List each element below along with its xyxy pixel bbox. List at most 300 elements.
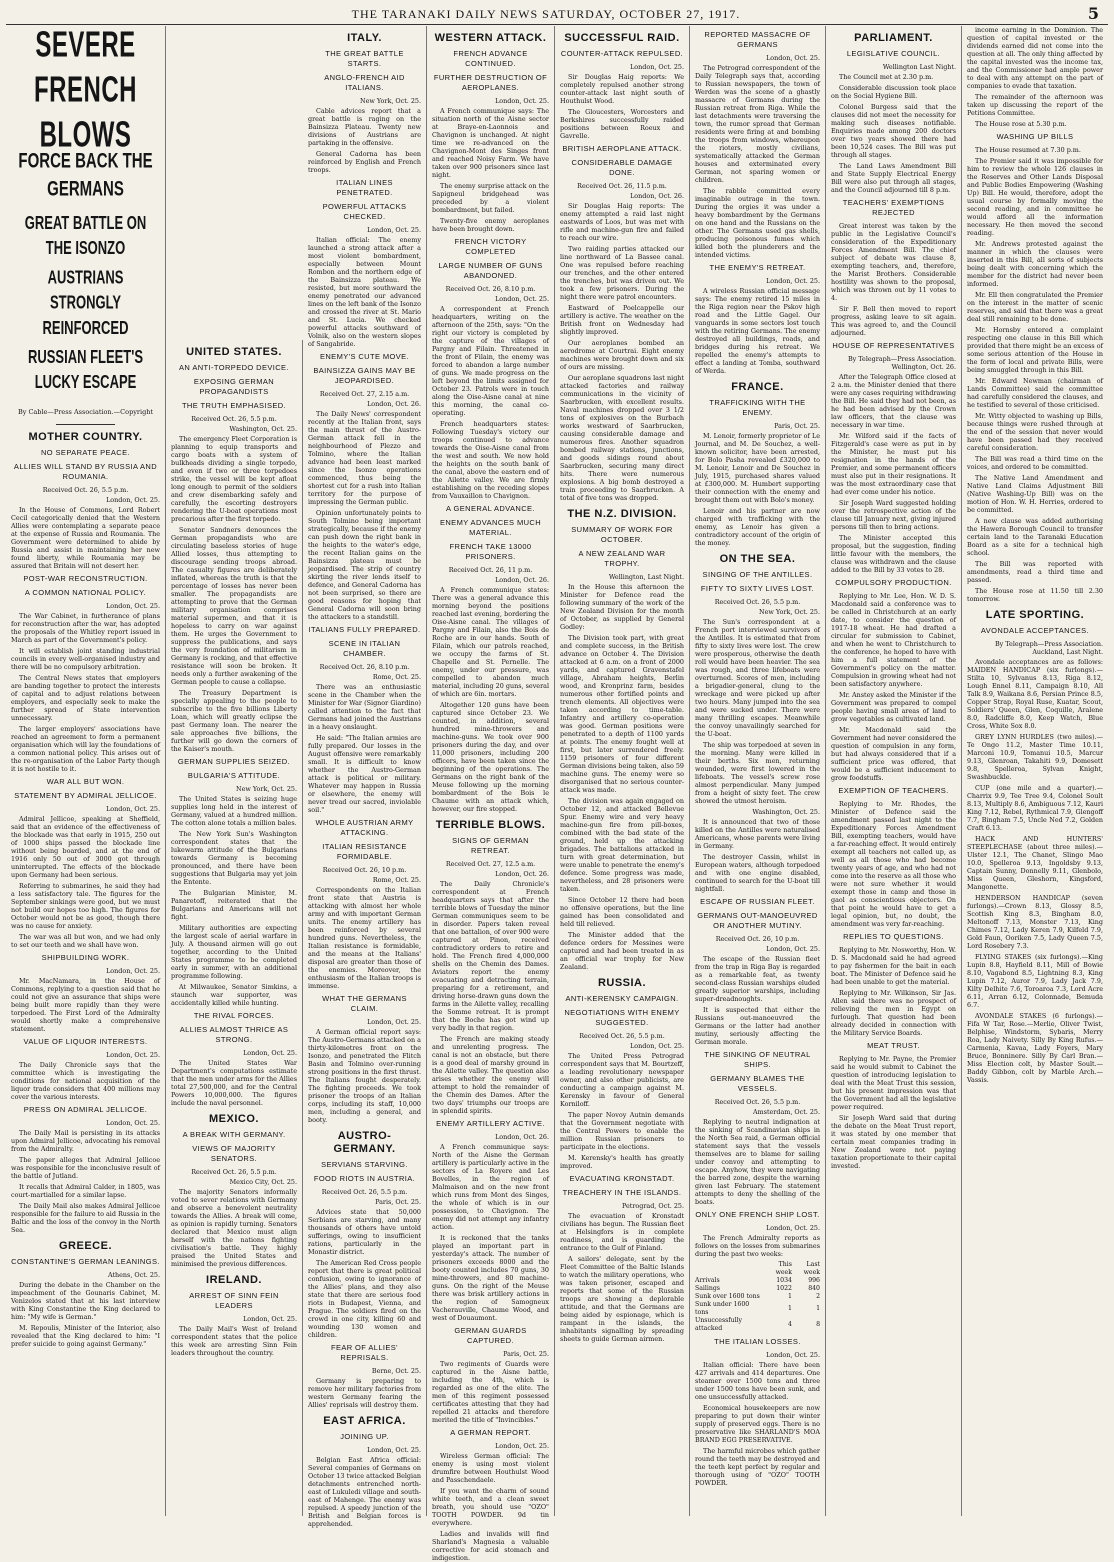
table-cell: Sailings [695, 1285, 720, 1292]
received-line: Received Oct. 26, 8.10 p.m. [445, 285, 536, 293]
dateline: London, Oct. 25. [106, 967, 160, 975]
column-8 [962, 26, 1108, 1516]
dateline: By Telegraph—Press Association. Wellington, Oct. 26. [847, 355, 956, 371]
article-paragraph: Replying to neutral indignation at the sinking of Scandinavian ships in the North Sea raid, a German official statement says that the vessels themselves are to blame for sailing under convoy and attempting to escape. Anyhow, they were navigating the barred zone, despite the warning given last February. The statement attempts to deny the shelling of the boats. [695, 1118, 820, 1206]
article-paragraph: General Cadorna has been reinforced by English and French troops. [308, 150, 421, 174]
article-paragraph: The paper Novoy Autnin demands that the Government negotiate with the Central Powers to enable the million Russian prisoners to participate in the elections. [560, 1111, 684, 1151]
article-paragraph: The War Cabinet, in furtherance of plans for reconstruction after the war, has adopted the proposals of the Whitley report issued in March as part of the Government's policy. [11, 612, 160, 644]
article-paragraph: A sailors' delegate, sent by the Fleet Committee of the Baltic Islands to watch the military operations, who was taken prisoner, escaped and reports that some of the Russian troops are showing a deplorable attitude, and that the Germans are being aided by espionage, which is rampant in the islands, the inhabitants signalling by spreading sheets to guide German airmen. [560, 1255, 684, 1343]
article-paragraph: Cable advices report that a great battle is raging on the Bainsizza Plateau. Twenty new divisions of Austrians are partaking in the offensive. [308, 107, 421, 147]
article-paragraph: The Division took part, with great and complete success, in the British advance on October 4. The Division attacked at 6 a.m. on a front of 2000 yards, and captured Gravenstafel village, Abraham heights, Berlin wood, and Kronprinz farm, besides numerous other fortified points and trench elements. All objectives were taken according to time-table. Infantry and artillery co-operation was good. German positions were penetrated to a depth of 1100 yards at points. The enemy fought well at first, but later surrendered freely. 1159 prisoners of four different German divisions being taken, also 59 machine guns. The enemy were so disorganised that no serious counter-attack was made. [560, 634, 684, 794]
banner-headline-2: FORCE BACK THE GERMANS [18, 149, 153, 202]
article-paragraph: The Petrograd correspondent of the Daily Telegraph says that, according to Russian newspapers, the town of Werden was the scene of a ghastly massacre of Germans during the Russian retreat from Riga. While the last detachments were traversing the town, the rumor spread that German residents were firing at and bombing the troops from windows, whereupon the rioters, mostly civilians, systematically attacked the German houses and exterminated every German, not sparing women or children. [695, 64, 820, 184]
dateline: London, Oct. 25. [630, 1042, 684, 1050]
received-line: Received Oct. 26, 8.10 p.m. [319, 663, 410, 671]
sub-heading: WHAT THE GERMANS CLAIM. [322, 994, 407, 1013]
column-2 [166, 340, 303, 1516]
section-heading: THE N.Z. DIVISION. [567, 508, 677, 520]
dateline: Paris, Oct. 25. [375, 1198, 421, 1206]
article-paragraph: The larger employers' associations have reached an agreement to form a permanent organisation which will lay the foundations of a common national policy. This arises out of the re-organisation of the Labor Party though it is not hostile to it. [11, 725, 160, 773]
article-paragraph: M. Lenoir, formerly proprietor of Le Journal, and M. De Souchez, a well-known solicitor, have been arrested, for Bolo Pasha revealed £320,000 to M. Lenoir, Lenoir and De Souchez in July, 1915, purchased shares valued at £300,000. M. Humbert supporting their connection with the enemy and brought them out with Bolo's money. [695, 432, 820, 504]
sub-heading: PRESS ON ADMIRAL JELLICOE. [23, 1105, 148, 1114]
article-paragraph: The rabble committed every imaginable outrage in the town. During the orgies it was under a heavy bombardment by the Germans on one hand and the Russians on the other. The Germans used gas shells, producing poisonous fumes which killed both the plunderers and the intended victims. [695, 187, 820, 259]
sub-heading: THE ENEMY'S RETREAT. [709, 263, 806, 272]
table-cell: 4 [788, 1321, 792, 1328]
sub-heading: FRENCH TAKE 13000 PRISONERS. [449, 542, 532, 561]
sub-heading: FOOD RIOTS IN AUSTRIA. [313, 1174, 416, 1183]
article-paragraph: Correspondents on the Italian front state that Austria is attacking with almost her whole army and with important German units. The enemy artillery has been reinforced by several hundred guns. Nevertheless, the Italian resistance is formidable, and the means at the Italians' disposal are greater than those of the enemies. Moreover, the enthusiasm of the Italian troops is immense. [308, 886, 421, 990]
article-paragraph: It is reckoned that the tanks played an important part in yesterday's attack. The number of prisoners exceeds 8000 and the booty counted includes 70 guns, 30 mine-throwers, and 80 machine-guns. On the right of the Meuse there was brisk artillery actions in the region of Samogneux Vacherauville, Chaume Wood, and west of Douaumont. [432, 1234, 549, 1322]
article-paragraph: The French Admiralty reports as follows on the losses from submarines during the past two weeks: [695, 1234, 820, 1258]
article-paragraph: The Daily Chronicle says that the committee which is investigating the conditions for national acquisition of the liquor trade considers that 400 millions may cover the various interests. [11, 1061, 160, 1101]
section-heading: EAST AFRICA. [323, 1415, 406, 1427]
article-paragraph: It will establish joint standing industrial councils in every well-organised industry and there will be no compulsory arbitration. [11, 647, 160, 671]
article-paragraph: There was an enthusiastic scene in the Chamber when the Minister for War (Signor Giardino) called attention to the fact that Germans had joined the Austrians in a heavy onslaught. [308, 683, 421, 731]
dateline: Petrograd, Oct. 25. [622, 1202, 684, 1210]
received-line: Received Oct. 26, 5.5 p.m. [714, 1098, 801, 1106]
section-heading: IRELAND. [206, 1274, 262, 1286]
sub-heading: SCENE IN ITALIAN CHAMBER. [328, 639, 401, 658]
article-paragraph: The Land Laws Amendment Bill and State Supply Electrical Energy Bill were also put through all stages, and the Council adjourned till 8 p.m. [831, 162, 956, 194]
article-paragraph: The American Red Cross people report that there is great political confusion, owing to ignorance of the Allies' plans, and they also state that there are serious food riots in Budapest, Vienna, and Prague. The soldiers fired on the crowd in one city, killing 60 and wounding 130 women and children. [308, 1259, 421, 1339]
article-paragraph: The destroyer Cassin, whilst in European waters, although torpedoed and with one engine disabled, continued to search for the U-boat till nightfall. [695, 853, 820, 893]
sub-heading: ITALIANS FULLY PREPARED. [308, 625, 421, 634]
article-paragraph: FLYING STAKES (six furlongs).—King Lupin 8.8, Hayfield 8.11, Mill of Bowie 8.10, Vagabond 8.5, Lightning 8.3, King Lupin 7.12, Auror 7.9, Lady Jack 7.9, Kilty Delhite 7.6, Toroaroa 7.3, Lord Acre 6.11, Arran 6.12, Colonnade, Bemuda 6.7. [967, 953, 1103, 1009]
sub-heading: GERMAN GUARDS CAPTURED. [454, 1326, 527, 1345]
section-heading: MOTHER COUNTRY. [28, 431, 143, 443]
sub-heading: FURTHER DESTRUCTION OF AEROPLANES. [433, 73, 548, 92]
article-paragraph: The Daily News' correspondent recently at the Italian front, says the main thrust of the Austro-German attack fell in the neighbourhood of Plezzo and Tolmino, where the Italian advance had been least marked since the Isonzo operations commenced, thus being the shortest cut for a rush into Italian territory for the purpose of impressing the German public. [308, 410, 421, 506]
banner-headline-1: SEVERE FRENCH BLOWS [34, 25, 137, 156]
article-paragraph: Two regiments of Guards were captured in the Aisne battle, including the 4th, which is regarded as one of the elite. The men of this regiment possessed certificates attesting that they had repelled 21 attacks and therefore merited the title of "Invincibles." [432, 1360, 549, 1424]
dateline: London, Oct. 25. [243, 1315, 297, 1323]
sub-heading: CONSTANTINE'S GERMAN LEANINGS. [11, 1257, 160, 1266]
article-paragraph: The House resumed at 7.30 p.m. [975, 146, 1081, 154]
article-paragraph: A French communique states: There was a general advance this morning beyond the positions reached last evening, bordering the Oise-Aisne canal. The villages of Pargny and Filain, also the Bois de Roche are in our hands. South of Filain, which our patrols reached, we occupy the farms of St. Chapelle and St. Pernelle. The enemy, under our pressure, was compelled to abandon much material, including 20 guns, several of which are 6in. mortars. [432, 586, 549, 698]
article-paragraph: A French communique says: North of the Aisne the German artillery is particularly active in the sectors of La Royere and Les Bovelles, in the region of Malmaison and on the new front which runs from Mont des Singes, the whole of which is in our possession, to Chavignon. The enemy did not attempt any infantry action. [432, 1143, 549, 1231]
article-paragraph: The enemy surprise attack on the Sapigneul bridgehead was preceded by a violent bombardment, but failed. [432, 182, 550, 214]
table-cell: 8 [816, 1321, 820, 1328]
article-paragraph: The ship was torpedoed at seven in the morning. Many were killed in their berths. Six men, returning wounded, were first lowered in the lifeboats. The vessel's screw rose almost perpendicular. Many jumped from a height of sixty feet. The crew showed the utmost heroism. [695, 741, 820, 805]
article-paragraph: Replying to Mr. Lee, Hon. W. D. S. Macdonald said a conference was to be called in Christchurch at an early date, to consider the question of 1917-18 wheat. He had drafted a circular for submission to Cabinet, and when he went to Christchurch to the conference, he hoped to have with him a full statement of the Government's policy on the matter. Compulsion in growing wheat had not been satisfactory anywhere. [831, 592, 956, 688]
received-line: Received Oct. 26, 10 p.m. [322, 866, 407, 874]
dateline: New York, Oct. 25. [236, 785, 297, 793]
article-paragraph: During the debate in the Chamber on the impeachment of the Gounaris Cabinet, M. Venizelos stated that at his last interview with King Constantine the King declared to him: "My wife is German." [11, 1281, 160, 1321]
table-cell: Sunk over 1600 tons [695, 1293, 760, 1300]
sub-heading: THE ITALIAN LOSSES. [714, 1337, 801, 1346]
dateline: London, Oct. 25. [106, 1051, 160, 1059]
article-paragraph: In the House this afternoon the Minister for Defence read the following summary of the work of the New Zealand Division for the month of October, as supplied by General Godley: [560, 583, 684, 631]
dateline: Paris, Oct. 25. [774, 422, 820, 430]
section-heading: GREECE. [58, 1240, 112, 1252]
sub-heading: NO SEPARATE PEACE. [40, 448, 131, 457]
sub-heading: WHOLE AUSTRIAN ARMY ATTACKING. [315, 818, 414, 837]
sub-heading: ITALIAN LINES PENETRATED. [336, 178, 393, 197]
sub-heading: CONSIDERABLE DAMAGE DONE. [571, 158, 673, 177]
article-paragraph: Italian official: The enemy launched a strong attack after a most violent bombardment, especially between Mount Rombon and the northern edge of the Bainsizza plateau. We resisted, but more southward the enemy penetrated our advanced lines on the left bank of the Isonzo and crossed the river at St. Mario and St. Lucia. We checked powerful attacks southward of Volnik, also on the western slopes of Sangabride. [308, 236, 421, 348]
dateline: New York, Oct. 25. [360, 97, 421, 105]
article-paragraph: A German official report says: The Austro-Germans attacked on a thirty-kilometres front on the Isonzo, and penetrated the Flitch Basin and Tolmino over-running strong positions in the first thrust. The Italians fought desperately. The fighting proceeds. We took prisoner the troops of an Italian corps, including its staff, 10,000 men, including a general, and booty. [308, 1028, 421, 1124]
sub-heading: FEAR OF ALLIES' REPRISALS. [330, 1343, 399, 1362]
article-paragraph: The Daily Chronicle's correspondent at French headquarters says that after the terrible blows of Tuesday the minor German communiques seem to be in disorder. Papers taken reveal that one battalion, of over 900 were captured at Pinon, received contradictory orders to retire and hold. The French fired 4,000,000 shells on the Chemin des Dames. Aviators report the enemy evacuating and detracting terrain, preparing for a retirement, and driving horse-drawn guns down the farms in the Ailette valley, recalling the Somme retreat. It is prompt that the Boche has got wind up very badly in that region. [432, 880, 549, 1032]
article-paragraph: CUP (one mile and a quarter).—Charrix 9.9, Tee Tree 9.4, Colonel Soult 8.13, Multiply 8.6, Ambiguous 7.12, Kauri King 7.12, Rebel, Rythmical 7.9, Glengoff 7.7, Bingham 7.5, Uncle Ned 7.2, Golden Craft 6.13. [967, 784, 1103, 832]
sub-heading: GERMANY BLAMES THE VESSELS. [710, 1074, 805, 1093]
received-line: Received Oct. 26, 5.5 p.m. [42, 486, 129, 494]
article-paragraph: Mr. Edward Newman (chairman of Lands Committee) said the committee had carefully considered the clauses, and he testified to several of those criticised. [967, 377, 1103, 409]
dateline: Rome, Oct. 25. [372, 673, 421, 681]
article-paragraph: Germany is preparing to remove her military factories from western Germany fearing the Allies' reprisals will destroy them. [308, 1377, 421, 1409]
article-paragraph: Our aeroplanes bombed an aerodrome at Courtrai. Eight enemy machines were brought down and six of ours are missing. [560, 339, 684, 371]
article-paragraph: Mr. Witty objected to washing up Bills, because things were rushed through at the end of the session that never would have been passed had they received careful consideration. [967, 412, 1103, 452]
article-paragraph: Replying to Mr. Wilkinson, Sir Jas. Allen said there was no prospect of relieving the men in Egypt on furlough. That question had been already decided in connection with the Military Service Boards. [831, 989, 956, 1037]
article-paragraph: Lenoir and his partner are now charged with trafficking with the enemy, as Lenoir has given a contradictory account of the origin of the money. [695, 507, 820, 547]
sub-heading: HOUSE OF REPRESENTATIVES [832, 341, 955, 350]
sub-heading: TREACHERY IN THE ISLANDS. [562, 1188, 682, 1197]
article-paragraph: The war was all but won, and we had only to set our teeth and we shall have won. [11, 933, 160, 949]
article-paragraph: Great interest was taken by the public in the Legislative Council's consideration of the Expeditionary Forces Amendment Bill. The chief subject of debate was clause 8, exempting teachers, and, therefore, the Marist Brothers. Considerable hostility was shown to the proposal, which was thrown out by 11 votes to 4. [831, 222, 956, 302]
table-row [695, 1277, 820, 1285]
dateline: London, Oct. 25. [367, 226, 421, 234]
sub-heading: COMPULSORY PRODUCTION. [835, 578, 952, 587]
sub-heading: EXPOSING GERMAN PROPAGANDISTS [193, 377, 275, 396]
article-paragraph: Italian official: There have been 427 arrivals and 414 departures. One steamer over 1500 tons and three under 1500 tons have been sunk, and one unsuccessfully attacked. [695, 1361, 820, 1401]
section-heading: MEXICO. [209, 1113, 259, 1125]
received-line: Received Oct. 26, 11.5 p.m. [577, 182, 667, 190]
article-paragraph: income earning in the Dominion. The question of capital invested or the dividends earned did not come into the question at all. The only thing affected by the capital invested was the income tax, and the Commissioner had ample power to deal with any attempt on the part of companies to evade that taxation. [967, 26, 1103, 90]
received-line: Received Oct. 27, 12.5 a.m. [445, 860, 536, 868]
article-paragraph: The Central News states that employers are banding together to protect the interests of capital and to adjust relations between employers, and especially seek to make the further spread of State intervention unnecessary. [11, 674, 160, 722]
article-paragraph: The Daily Mail is persisting in its attacks upon Admiral Jellicoe, advocating his removal from the Admiralty. [11, 1129, 160, 1153]
table-row [695, 1285, 820, 1293]
article-paragraph: Mr. Wilford said if the facts of Fitzgerald's case were as put in by the Minister, he must put his resignation in the hands of the Premier, and some permanent officers must also put in their resignations. It was the most extraordinary case that had ever come under his notice. [831, 432, 956, 496]
sub-heading: POST-WAR RECONSTRUCTION. [23, 574, 148, 583]
table-cell: 996 [808, 1277, 820, 1284]
dateline: London, Oct. 25. [243, 1049, 297, 1057]
article-paragraph: He said: "The Italian armies are fully prepared. Our losses in the August offensive were remarkably small. It is difficult to know whether the Austro-German attack is political or military. Whatever may happen in Russia or elsewhere, the enemy will never tread our sacred, inviolable soil." [308, 734, 421, 814]
sub-heading: THE SINKING OF NEUTRAL SHIPS. [704, 1050, 811, 1069]
article-paragraph: The remainder of the afternoon was taken up discussing the report of the Petitions Committee. [967, 93, 1103, 117]
divider [56, 424, 116, 425]
column-3 [303, 26, 427, 1528]
article-paragraph: The United States is seizing huge supplies long held in the interest of Germany, valued at a hundred million. The cotton alone totals a million bales. [171, 795, 297, 827]
article-paragraph: Wireless German official: The enemy is using most violent drumfire between Houthulst Wood and Passchendaele. [432, 1452, 549, 1484]
sub-heading: AN ANTI-TORPEDO DEVICE. [179, 363, 289, 372]
dateline: New York, Oct. 25. [759, 608, 820, 616]
sub-heading: AVONDALE ACCEPTANCES. [980, 626, 1090, 635]
article-paragraph: It recalls that Admiral Calder, in 1805, was court-martialled for a similar lapse. [11, 1183, 160, 1199]
table-row [695, 1301, 820, 1317]
article-paragraph: The Minister accepted this proposal, but the suggestion, finding little favour with the members, the clause was withdrawn and the clause added to the Bill by 33 votes to 28. [831, 534, 956, 574]
sub-heading: ENEMY'S CUTE MOVE. [319, 352, 410, 361]
article-paragraph: The New York Sun's Washington correspondent states that the lukewarm attitude of the Bulgarians towards Germany is becoming pronounced, and there have been suggestions that Bulgaria may yet join the Entente. [171, 830, 297, 886]
column-4 [427, 26, 555, 1562]
masthead [6, 4, 1108, 25]
article-paragraph: M. Kerensky's health has greatly improved. [560, 1154, 684, 1170]
article-paragraph: Mr. Anstey asked the Minister if the Government was prepared to compel people having small areas of land to grow vegetables as cultivated land. [831, 691, 956, 723]
sub-heading: WASHING UP BILLS [996, 132, 1074, 141]
article-paragraph: A new clause was added authorising the Hawera Borough Council to transfer certain land to the Taranaki Education Board as a site for a technical high school. [967, 517, 1103, 557]
table-header-cell [695, 1261, 764, 1277]
article-paragraph: The Minister added that the defence orders for Messines were captured and had been treated in as an official war trophy for New Zealand. [560, 931, 684, 971]
table-cell: Arrivals [695, 1277, 720, 1284]
article-paragraph: A French communique says: The situation north of the Aisne sector at Braye-en-Laonnois and Chavignon is unchanged. At night time we re-advanced on the Chavignon-Mont des Singes front and reached Noisy Farm. We have taken over 900 prisoners since last night. [432, 107, 549, 179]
dateline: Rome, Oct. 25. [372, 876, 421, 884]
article-paragraph: Mr. Andrews protested against the manner in which the clauses were inserted in this Bill, all sorts of subjects being dealt with concerning which the member for the district had never been informed. [967, 240, 1103, 288]
table-header-cell: Last week [803, 1261, 820, 1276]
sub-heading: BULGARIA'S ATTITUDE. [187, 771, 281, 780]
section-heading: LATE SPORTING. [985, 609, 1085, 621]
dateline: London, Oct. 25. [495, 295, 549, 303]
received-line: Received Oct. 26, 5.5 p.m. [321, 1188, 408, 1196]
sub-heading: BAINSIZZA GAINS MAY BE JEOPARDISED. [313, 366, 416, 385]
table-row [695, 1293, 820, 1301]
sub-heading: LEGISLATIVE COUNCIL. [846, 49, 941, 58]
dateline: London, Oct. 26. [367, 400, 421, 408]
sub-heading: ARREST OF SINN FEIN LEADERS [189, 1291, 279, 1310]
sub-heading: VALUE OF LIQUOR INTERESTS. [23, 1037, 148, 1046]
dateline: London, Oct. 25. [766, 1351, 820, 1359]
sub-heading: GERMAN SUPPLIES SEIZED. [177, 757, 291, 766]
sub-heading: ANGLO-FRENCH AID ITALIANS. [324, 73, 405, 92]
dateline: London, Oct. 25. [106, 602, 160, 610]
article-paragraph: The Gloucesters, Worcesters and Berkshires successfully raided positions between Roeux and Gavrelle. [560, 108, 684, 140]
article-paragraph: In the House of Commons, Lord Robert Cecil categorically denied that the Western Allies were contemplating a separate peace at the expense of Russia and Roumania. The Government were determined to abide by Russia and assist in maintaining her new found liberty, while Roumania may be assured that Britain will not desert her. [11, 506, 160, 570]
article-paragraph: The Daily Mail's West of Ireland correspondent states that the police this week are arresting Sinn Fein leaders throughout the country. [171, 1325, 297, 1357]
article-paragraph: Replying to Mr. Payne, the Premier said he would submit to Cabinet the question of introducing legislation to deal with the Meat Trust this session, but his present impression was that the Government had all the legislative power required. [831, 1055, 956, 1111]
article-paragraph: Referring to submarines, he said they had a less satisfactory tale. The figures for the September sinkings were good, but we must not build our hopes too high. The figures for October would not be as good, though there was no cause for anxiety. [11, 882, 160, 930]
banner-headline-3: GREAT BATTLE ON THE ISONZO [24, 212, 147, 259]
article-paragraph: The Treasury Department is specially appealing to the people to subscribe to the five billions Liberty Loan, which will greatly eclipse the past Germany loan. The nearer the sale approaches five billions, the further will go down the corners of the Kaiser's mouth. [171, 689, 297, 753]
table-cell: 1 [788, 1293, 792, 1300]
sub-heading: ITALIAN RESISTANCE FORMIDABLE. [322, 842, 407, 861]
article-paragraph: Sir Joseph Ward said that during the debate on the Meat Trust report, it was stated by one member that certain meat companies trading in New Zealand were not paying taxation proportionate to their capital invested. [831, 1114, 956, 1170]
sub-heading: MEAT TRUST. [867, 1041, 920, 1050]
article-paragraph: HENDERSON HANDICAP (seven furlongs).—Crown 8.13, Glossy 8.5, Scottish King 8.3, Bingham 8.0, Meltonoff 7.13, Monster 7.13, King Chimes 7.12, Lady Keren 7.9, Kilfeld 7.9, Gold Faun, Ooriken 7.5, Lady Queen 7.5, Lord Rosebery 7.3. [967, 894, 1103, 950]
column-1 [6, 26, 166, 1516]
dateline: Paris, Oct. 25. [503, 1350, 549, 1358]
table-row [695, 1317, 820, 1333]
article-paragraph: Belgian East Africa official: Several companies of Germans on October 13 twice attacked Belgian detachments entrenched north-east of Lukuledi village and south-east of Mahenge. The enemy was repulsed. A speedy junction of the British and Belgian forces is apprehended. [308, 1456, 421, 1528]
article-paragraph: The Council met at 2.30 p.m. [839, 73, 934, 81]
sub-heading: FRENCH ADVANCE CONTINUED. [453, 49, 528, 68]
sub-heading: SERVIANS STARVING. [321, 1160, 408, 1169]
advertisement: The harmful microbes which gather round the teeth may be destroyed and the teeth kept perfect by regular and thorough using of "OZO" TOOTH POWDER. [695, 1447, 820, 1487]
dateline: London, Oct. 25. [367, 1446, 421, 1454]
section-heading: ITALY. [347, 32, 382, 44]
sub-heading: POWERFUL ATTACKS CHECKED. [322, 202, 407, 221]
dateline: London, Oct. 25. [630, 63, 684, 71]
article-paragraph: The division was again engaged on October 12, and attacked Bellevue Spur. Enemy wire and very heavy machine-gun fire from pill-boxes, combined with the bad state of the ground, held up the attacking brigades. The battalions attacked in turn with great determination, but were unable to penetrate the enemy's defence. Some progress was made, nevertheless, and 28 prisoners were taken. [560, 797, 684, 893]
article-paragraph: The United States War Department's computations estimate that the men under arms for the Allies total 27,500,000, and for the Central Powers 10,000,000. The figures include the naval personnel. [171, 1059, 297, 1107]
section-heading: FRANCE. [731, 381, 784, 393]
losses-table [695, 1261, 820, 1333]
section-heading: TERRIBLE BLOWS. [435, 819, 546, 831]
article-paragraph: HACK AND HUNTERS' STEEPLECHASE (about three miles).—Ulster 12.1, The Chanet, Slingo Mao 10.0, Spelleroa 9.13, Ingoldsby 9.13, Captain Sunny, Donnelly 9.11, Glenbolo, Miss Queen, Gleshorn, Kingsford, Mangonette. [967, 835, 1103, 891]
article-paragraph: The escape of the Russian fleet from the trap in Riga Bay is regarded as a remarkable feat, as twenty second-class Russian warships eluded greatly superior warships, including super-dreadnoughts. [695, 955, 820, 1003]
table-cell: 1034 [776, 1277, 792, 1284]
article-paragraph: It is announced that two of those killed on the Antilles were naturalised Americans, whose parents were living in Germany. [695, 818, 820, 850]
sub-heading: SIGNS OF GERMAN RETREAT. [452, 836, 529, 855]
article-paragraph: The Bill was reported with amendments, read a third time and passed. [967, 560, 1103, 584]
article-paragraph: It is suspected that either the Russians out-manoeuvred the Germans or the latter had another mutiny, seriously affecting the German morale. [695, 1006, 820, 1046]
article-paragraph: The House rose at 5.30 p.m. [975, 120, 1067, 128]
column-6 [690, 26, 826, 1516]
section-heading: AUSTRO-GERMANY. [333, 1130, 396, 1155]
received-line: Received Oct. 26, 10 p.m. [715, 935, 800, 943]
article-paragraph: Since October 12 there had been no offensive operations, but the line gained has been consolidated and held till relieved. [560, 896, 684, 928]
sub-heading: THE RIVAL FORCES. [193, 1011, 275, 1020]
article-paragraph: The majority Senators informally voted to sever relations with Germany and observe a benevolent neutrality towards the Allies. A break will come, as opinion is rapidly turning. Senators declared that Mexico must align herself with the nations fighting civilisation's battle. They highly praised the United States and minimised the previous differences. [171, 1188, 297, 1268]
table-cell: 1022 [776, 1285, 792, 1292]
table-cell: 1 [816, 1305, 820, 1312]
article-paragraph: The Bill was read a third time on the voices, and ordered to be committed. [967, 455, 1103, 471]
table-header-row [695, 1261, 820, 1277]
dateline: London, Oct. 25. [766, 945, 820, 953]
article-paragraph: Twenty-five enemy aeroplanes have been brought down. [432, 217, 549, 233]
article-paragraph: M. Repoulis, Minister of the Interior, also revealed that the King declared to him: "I prefer suicide to going against Germany." [11, 1324, 160, 1348]
article-paragraph: Opinion unfortunately points to South Tolmino being important strategically, because if the enemy can push down the right bank in the heights to the water's edge, the recent Italian gains on the Bainsizza plateau must be jeopardised. The strip of country skirting the river lends itself to defence, and General Cadorna has not been surprised, so there are good reasons for hoping that General Cadorna will soon bring the attackers to a standstill. [308, 509, 421, 621]
newspaper-page [6, 4, 1108, 1562]
sub-heading: LARGE NUMBER OF GUNS ABANDONED. [438, 261, 543, 280]
column-7 [826, 26, 962, 1516]
sub-heading: ENEMY ARTILLERY ACTIVE. [436, 1119, 545, 1128]
dateline: Washington, Oct. 25. [752, 808, 820, 816]
sub-heading: FIFTY TO SIXTY LIVES LOST. [700, 584, 815, 593]
dateline: London, Oct. 25. [106, 805, 160, 813]
sub-heading: STATEMENT BY ADMIRAL JELLICOE. [14, 791, 157, 800]
advertisement: Ladies and invalids will find Sharland's Magnesia a valuable corrective for acid stomach and indigestion. [432, 1530, 549, 1562]
table-cell: 840 [808, 1285, 820, 1292]
sub-heading: TRAFFICKING WITH THE ENEMY. [709, 398, 806, 417]
dateline: London, Oct. 25. [495, 1442, 549, 1450]
sub-heading: ESCAPE OF RUSSIAN FLEET. [700, 897, 815, 906]
sub-heading: BRITISH AEROPLANE ATTACK. [562, 144, 682, 153]
sub-heading: THE GREAT BATTLE STARTS. [325, 49, 404, 68]
dateline: London, Oct. 25. [766, 277, 820, 285]
sub-heading: ONLY ONE FRENCH SHIP LOST. [695, 1210, 820, 1219]
sub-heading: ALLIES ALMOST THRICE AS STRONG. [179, 1025, 289, 1044]
dateline: Berne, Oct. 25. [371, 1367, 421, 1375]
table-cell: Unsuccessfully attacked [695, 1317, 743, 1332]
dateline: London, Oct. 25. [106, 496, 160, 504]
received-line: Received Oct. 27, 2.15 a.m. [319, 390, 410, 398]
dateline: Washington, Oct. 25. [229, 425, 297, 433]
article-paragraph: The Daily Mail also makes Admiral Jellicoe responsible for the failure to aid Russia in the Baltic and the loss of the convoy in the North Sea. [11, 1202, 160, 1234]
section-heading: WESTERN ATTACK. [434, 32, 547, 44]
sub-heading: ALLIES WILL STAND BY RUSSIA AND ROUMANIA. [13, 462, 158, 481]
dateline: London, Oct. 25. [495, 97, 549, 105]
sub-heading: REPLIES TO QUESTIONS. [843, 932, 944, 941]
article-paragraph: The Premier said it was impossible for him to review the whole 126 clauses in the Reserves and Other Lands Disposal and Public Bodies Empowering (Washing Up) Bill. He would, therefore, adopt the usual course by formally moving the second reading, and in committee he would afford all the information necessary. He then moved the second reading. [967, 157, 1103, 237]
article-paragraph: Mr. Hornsby entered a complaint respecting one clause in this Bill which provided that there might be an excess of some serious attention of the House in the form of local and private Bills, were being smuggled through in this Bill. [967, 326, 1103, 374]
received-line: Received Oct. 26, 5.5 p.m. [714, 598, 801, 606]
sub-heading: EXEMPTION OF TEACHERS. [838, 786, 949, 795]
sub-heading: A NEW ZEALAND WAR TROPHY. [578, 549, 666, 568]
section-heading: UNITED STATES. [186, 346, 282, 358]
article-paragraph: Avondale acceptances are as follows: MAIDEN HANDICAP (six furlongs).—Stilta 10, Sylvanus 8.13, Riga 8.12, Lough Ennel 8.11, Campaign 8.10, All Talk 8.9, Waikana 8.6, Persian Prince 8.5, Copper Strap, Royal Ruse, Kuatar, Scout, Soldiers' Queen, Glen, Coquille, Aralene 8.0, Radcliffe 8.0, Keep Watch, Blue Cross, White Sox 8.0. [967, 658, 1103, 730]
sub-heading: SUMMARY OF WORK FOR OCTOBER. [571, 525, 673, 544]
column-5 [555, 26, 690, 1516]
dateline: Mexico City, Oct. 25. [229, 1178, 297, 1186]
article-paragraph: Altogether 120 guns have been captured since October 23. We counted, in addition, several hundred mine-throwers and machine-guns. We took over 900 prisoners during the day, and over 11,000 prisoners, including 200 officers, have been taken since the beginning of the operations. The Germans on the right bank of the Meuse following up the morning bombardment of the Bois le Chaume with an attack which, however, our fire stopped. [432, 701, 549, 813]
dateline: Wellington Last Night. [882, 63, 956, 71]
dateline: London, Oct. 25. [766, 54, 820, 62]
article-paragraph: Sir Joseph Ward suggested holding over the retrospective action of the clause till January next, giving injured persons till then to bring actions. [831, 499, 956, 531]
sub-heading: GERMANS OUT-MANOEUVRED OR ANOTHER MUTINY. [697, 911, 818, 930]
sub-heading: A GENERAL ADVANCE. [446, 504, 535, 513]
article-paragraph: The House rose at 11.50 till 2.30 tomorrow. [967, 587, 1103, 603]
section-heading: SUCCESSFUL RAID. [564, 32, 680, 44]
dateline: London, Oct. 25. [367, 1018, 421, 1026]
sub-heading: WAR ALL BUT WON. [46, 777, 125, 786]
dateline: London, Oct. 25. [106, 1119, 160, 1127]
received-line: Received Oct. 26, 5.5 p.m. [191, 415, 277, 423]
sub-heading: JOINING UP. [340, 1432, 389, 1441]
table-cell: 2 [816, 1293, 820, 1300]
article-paragraph: French headquarters states: Following Tuesday's victory our troops continued to advance towards the Oise-Aisne canal from the west and south. We now hold the heights on the south bank of the canal, above the eastern end of the Ailette valley. We are firmly establishing on the receding slopes from Vauxaillon to Chavignon. [432, 420, 549, 500]
sub-heading: COUNTER-ATTACK REPULSED. [560, 49, 684, 58]
dateline: London, Oct. 26. [495, 870, 549, 878]
article-paragraph: Our aeroplane squadrons last night attacked factories and railway communications in the vicinity of Saarbrucken, with excellent results. Naval machines dropped over 3 1/2 tons of explosives on the Burbach works westward of Saarbrucken, causing considerable damage and numerous fires. Another squadron bombed railway stations, junctions, and goods sidings round about Saarbrucken, securing many direct hits. There were numerous explosions. A big bomb destroyed a train proceeding to Saarbrucken. A total of five tons was dropped. [560, 374, 684, 502]
article-paragraph: Advices state that 50,000 Serbians are starving, and many thousands of others have untold sufferings, owing to insufficient rations, particularly in the Monastir district. [308, 1208, 421, 1256]
sub-heading: TEACHERS' EXEMPTIONS REJECTED [842, 198, 945, 217]
article-paragraph: Military authorities are expecting the largest scale of aerial warfare in July. A thousand airmen will go out together, according to the United States programme to be completed early in summer, with an additional programme following. [171, 924, 297, 980]
sub-heading: SINGING OF THE ANTILLES. [702, 570, 813, 579]
article-paragraph: The French are making steady and unrelenting progress. The canal is not an obstacle, but there is a good deal of marshy ground in the Ailette valley. The question also arises whether the enemy will attempt to hold the remainder of the Chemin des Dames. After the two days' triumphs our troops are in splendid spirits. [432, 1035, 549, 1115]
article-paragraph: Admiral Jellicoe, speaking at Sheffield, said that an evidence of the effectiveness of the blockade was that early in 1915, 250 out of 1000 ships passed the blockade line without being boarded, and at the end of 1916 only 50 out of 3000 got through uninterrupted. The effects of the blockade upon Germany had been serious. [11, 815, 160, 879]
received-line: Received Oct. 26, 5.5 p.m. [191, 1168, 277, 1176]
article-paragraph: The evacuation of Kronstadt civilians has begun. The Russian fleet at Helsingfors is in complete readiness, and is guarding the entrance to the Gulf of Finland. [560, 1212, 684, 1252]
sub-heading: EVACUATING KRONSTADT. [569, 1174, 675, 1183]
banner-headline-4: AUSTRIANS STRONGLY REINFORCED [42, 266, 129, 338]
article-paragraph: Mr. Ell then congratulated the Premier on the interest in the matter of scenic reserves, and said that there was a great deal still remaining to be done. [967, 291, 1103, 323]
sub-heading: NEGOTIATIONS WITH ENEMY SUGGESTED. [564, 1008, 680, 1027]
article-paragraph: Sir Douglas Haig reports: We completely repulsed another strong counter-attack last night south of Houthulst Wood. [560, 73, 684, 105]
article-paragraph: A wireless Russian official message says: The enemy retired 15 miles in the Riga region near the Pskov high road and the Little Gagel. Our vanguards in some sectors lost touch with the retiring Germans. The enemy destroyed all buildings, roads, and bridges during his retreat. We repelled the enemy's attempts to effect a landing at Tomba, southward of Werda. [695, 287, 820, 375]
sub-heading: ENEMY ADVANCES MUCH MATERIAL. [439, 518, 542, 537]
article-paragraph: AVONDALE STAKES (6 furlongs).—Fifa W Tar, Rose.—Merlie, Oliver Twist, Belphise, Windstorm, Sybaris, Merry Roa, Lady Naivety. Silly By King Rufus.—Carmenia, Kavaa, Lady Foyers, Mary Bruce, Bonninere. Silly By Carl Bran.—Miss Election colt, by Master Soult.—Baddy Gibbon, colt by Marble Arch.—Vassis. [967, 1012, 1103, 1084]
sub-heading: A GERMAN REPORT. [450, 1428, 531, 1437]
article-paragraph: Replying to Mr. Nosworthy, Hon. W. D. S. Macdonald said he had agreed to pay fishermen for the bait in each boat. The Minister of Defence said he had been unable to get the material. [831, 946, 956, 986]
article-paragraph: Mr. MacNamara, in the House of Commons, replying to a question said that he could not give an assurance that ships were being built more rapidly than they were torpedoed. The First Lord of the Admiralty would shortly make a comprehensive statement. [11, 977, 160, 1033]
article-paragraph: The paper alleges that Admiral Jellicoe was responsible for the inconclusive result of the battle of Jutland. [11, 1156, 160, 1180]
article-paragraph: The Sun's correspondent at a French port interviewed survivors of the Antilles. It is estimated that from fifty to sixty lives were lost. The crew were prosperous, otherwise the death roll would have been heavier. The sea was rough, and three lifeboats were overturned. Scores of men, including a brigadier-general, clung to the wreckage and were picked up after two hours. Many jumped into the sea and were sucked under. There were many thrilling escapes. Meanwhile the convoy unavailingly searched for the U-boat. [695, 618, 820, 738]
byline: By Cable—Press Association.—Copyright [17, 408, 154, 416]
banner-headline-5: RUSSIAN FLEET'S LUCKY ESCAPE [27, 346, 144, 393]
sub-heading: REPORTED MASSACRE OF GERMANS [704, 30, 811, 49]
advertisement: Economical housekeepers are now preparing to put down their winter supply of preserved eggs. There is no preservative like SHARLAND'S MOA BRAND EGG PRESERVATIVE. [695, 1404, 820, 1444]
article-paragraph: Sir Douglas Haig reports: The enemy attempted a raid last night eastwards of Loos, but was met with rifle and machine-gun fire and failed to reach our wire. [560, 202, 684, 242]
table-cell: Sunk under 1600 tons [695, 1301, 750, 1316]
page-number: 5 [1087, 4, 1100, 23]
table-cell: 1 [788, 1305, 792, 1312]
dateline: By Telegraph—Press Association. Auckland, Last Night. [994, 640, 1103, 656]
sub-heading: A COMMON NATIONAL POLICY. [24, 588, 147, 597]
received-line: Received Oct. 26, 11 p.m. [448, 566, 533, 574]
dateline: London, Oct. 26. [630, 192, 684, 200]
article-paragraph: Mr. Macdonald said the Government had never considered the question of compulsion in any form, but had always considered that if a sufficient price was offered, that would be a sufficient inducement to grow foodstuffs. [831, 726, 956, 782]
sub-heading: A BREAK WITH GERMANY. [182, 1130, 286, 1139]
section-heading: ON THE SEA. [719, 553, 796, 565]
received-line: Received Oct. 26, 5.5 p.m. [579, 1032, 665, 1040]
dateline: Amsterdam, Oct. 25. [753, 1108, 820, 1116]
dateline: Athens, Oct. 25. [107, 1271, 160, 1279]
advertisement: If you want the charm of sound white teeth, and a clean sweet breath, you should use "OZO" TOOTH POWDER. 9d tin everywhere. [432, 1487, 549, 1527]
article-paragraph: The Bulgarian Minister, M. Panaretoff, reiterated that the Bulgarians and Americans will not fight. [171, 889, 297, 921]
article-paragraph: The emergency Fleet Corporation is planning to equip transports and cargo boats with a system of bulkheads dividing a single torpedo, and even if two or three torpedoes strike, the vessel will be kept afloat long enough to permit of the soldiers and crew disembarking safely and carefully, the escorting destroyers rendering the U-boat operations most precarious after the first torpedo. [171, 435, 297, 523]
dateline: London, Oct. 26. [495, 1133, 549, 1141]
sub-heading: ANTI-KERENSKY CAMPAIGN. [565, 994, 679, 1003]
